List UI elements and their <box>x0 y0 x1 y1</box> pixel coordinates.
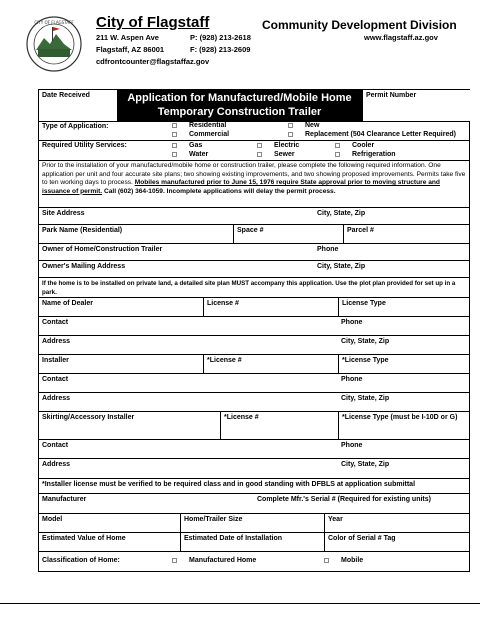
utility-gas-option[interactable]: Gas <box>172 142 202 149</box>
dealer-row <box>39 298 469 317</box>
svg-text:CITY OF FLAGSTAFF: CITY OF FLAGSTAFF <box>34 20 74 25</box>
fax-number: F: (928) 213-2609 <box>190 45 251 54</box>
dealer-name-field[interactable]: Name of Dealer <box>42 300 93 307</box>
installer-contact-row <box>39 374 469 393</box>
checkbox[interactable] <box>172 558 177 563</box>
manufacturer-field[interactable]: Manufacturer <box>42 496 87 503</box>
checkbox[interactable] <box>172 143 177 148</box>
city-name: City of Flagstaff <box>96 14 210 31</box>
skirting-row <box>39 412 469 440</box>
utility-cooler-option[interactable]: Cooler <box>335 142 374 149</box>
skirting-installer-field[interactable]: Skirting/Accessory Installer <box>42 414 135 421</box>
utility-electric-option[interactable]: Electric <box>257 142 299 149</box>
park-name-row <box>39 225 469 244</box>
checkbox[interactable] <box>172 152 177 157</box>
utility-sewer-option[interactable]: Sewer <box>257 151 295 158</box>
application-form <box>38 89 470 572</box>
class-manufactured-home-option[interactable]: Manufactured Home <box>172 557 256 564</box>
dealer-contact-field[interactable]: Contact <box>42 319 69 326</box>
owner-phone-field[interactable]: Phone <box>317 246 339 253</box>
checkbox[interactable] <box>172 132 177 137</box>
class-mobile-option[interactable]: Mobile <box>324 557 363 564</box>
permit-number-field[interactable] <box>362 90 471 121</box>
dealer-contact-row <box>39 317 469 336</box>
dealer-address-row <box>39 336 469 355</box>
date-received-label: Date Received <box>42 92 90 99</box>
installer-contact-field[interactable]: Contact <box>42 376 69 383</box>
type-commercial-option[interactable]: Commercial <box>172 131 229 138</box>
owner-row <box>39 244 469 261</box>
owner-name-field[interactable]: Owner of Home/Construction Trailer <box>42 246 163 253</box>
utility-services-label: Required Utility Services: <box>42 142 127 149</box>
title-row <box>39 90 469 122</box>
website: www.flagstaff.az.gov <box>364 33 438 42</box>
manufacturer-row <box>39 494 469 514</box>
checkbox[interactable] <box>335 152 340 157</box>
instructions-text: Prior to the installation of your manufactured/mobile home or construction trailer, please complete the following required information. One application per unit and four accurate site plans; two showing existing improvements, and two showing proposed improvements. Permits take five to ten working days to process. Mobiles manufactured prior to June 15, 1976 require State approval prior to moving structure and issuance of permit. Call (602) 364-1059. Incomplete applications will delay the permit process. <box>42 162 466 195</box>
address-line-2: Flagstaff, AZ 86001 <box>96 45 165 54</box>
skirting-license-type-field[interactable]: *License Type (must be I-10D or G) <box>338 412 471 439</box>
installation-date-field[interactable]: Estimated Date of Installation <box>180 533 324 551</box>
phone-number: P: (928) 213-2618 <box>190 33 251 42</box>
installer-phone-field[interactable]: Phone <box>341 376 363 383</box>
estimated-value-field[interactable]: Estimated Value of Home <box>42 535 126 542</box>
application-type-row <box>39 122 469 141</box>
skirting-contact-field[interactable]: Contact <box>42 442 69 449</box>
site-address-field[interactable]: Site Address <box>42 210 85 217</box>
form-title-line-1: Application for Manufactured/Mobile Home <box>127 92 352 104</box>
installer-license-note: *Installer license must be verified to be required class and in good standing with DFBLS at application submittal <box>42 481 416 488</box>
installer-license-type-field[interactable]: *License Type <box>338 355 471 373</box>
skirting-address-field[interactable]: Address <box>42 461 71 468</box>
estimated-value-row <box>39 533 469 552</box>
form-title <box>117 90 362 121</box>
site-address-row <box>39 208 469 225</box>
installer-license-field[interactable]: *License # <box>203 355 338 373</box>
skirting-city-state-zip-field[interactable]: City, State, Zip <box>341 461 390 468</box>
utility-water-option[interactable]: Water <box>172 151 208 158</box>
serial-number-field[interactable]: Complete Mfr.'s Serial # (Required for existing units) <box>257 496 431 503</box>
classification-row <box>39 552 469 571</box>
checkbox[interactable] <box>335 143 340 148</box>
model-row <box>39 514 469 533</box>
dealer-license-field[interactable]: License # <box>203 298 338 316</box>
space-number-field[interactable]: Space # <box>233 225 343 243</box>
instructions-row <box>39 161 469 208</box>
private-land-note-row <box>39 278 469 298</box>
installer-address-field[interactable]: Address <box>42 395 71 402</box>
utility-refrigeration-option[interactable]: Refrigeration <box>335 151 396 158</box>
installer-note-row <box>39 479 469 494</box>
owner-city-state-zip-field[interactable]: City, State, Zip <box>317 263 366 270</box>
type-new-option[interactable]: New <box>288 122 319 129</box>
park-name-field[interactable]: Park Name (Residential) <box>42 227 123 234</box>
year-field[interactable]: Year <box>324 514 471 532</box>
installer-row <box>39 355 469 374</box>
skirting-license-field[interactable]: *License # <box>220 412 338 439</box>
address-line-1: 211 W. Aspen Ave <box>96 33 159 42</box>
checkbox[interactable] <box>257 143 262 148</box>
checkbox[interactable] <box>324 558 329 563</box>
type-residential-option[interactable]: Residential <box>172 122 226 129</box>
utility-services-row <box>39 141 469 161</box>
type-replacement-option[interactable]: Replacement (504 Clearance Letter Required) <box>288 131 456 138</box>
home-size-field[interactable]: Home/Trailer Size <box>180 514 324 532</box>
checkbox[interactable] <box>288 132 293 137</box>
serial-tag-color-field[interactable]: Color of Serial # Tag <box>324 533 471 551</box>
email-address: cdfrontcounter@flagstaffaz.gov <box>96 57 210 66</box>
checkbox[interactable] <box>288 123 293 128</box>
owner-mailing-address-field[interactable]: Owner's Mailing Address <box>42 263 126 270</box>
dealer-license-type-field[interactable]: License Type <box>338 298 471 316</box>
checkbox[interactable] <box>172 123 177 128</box>
page-footer-rule <box>0 603 480 604</box>
form-title-line-2: Temporary Construction Trailer <box>157 106 322 118</box>
owner-mailing-row <box>39 261 469 278</box>
skirting-address-row <box>39 459 469 479</box>
skirting-phone-field[interactable]: Phone <box>341 442 363 449</box>
site-city-state-zip-field[interactable]: City, State, Zip <box>317 210 366 217</box>
installer-name-field[interactable]: Installer <box>42 357 69 364</box>
private-land-note: If the home is to be installed on private land, a detailed site plan MUST accompany this application. Use the plot plan provided for set up in a park. <box>42 280 456 296</box>
installer-city-state-zip-field[interactable]: City, State, Zip <box>341 395 390 402</box>
checkbox[interactable] <box>257 152 262 157</box>
parcel-number-field[interactable]: Parcel # <box>343 225 471 243</box>
division-name: Community Development Division <box>262 18 457 32</box>
model-field[interactable]: Model <box>42 516 63 523</box>
dealer-city-state-zip-field[interactable]: City, State, Zip <box>341 338 390 345</box>
city-seal-logo <box>26 16 82 72</box>
application-type-label: Type of Application: <box>42 123 109 130</box>
skirting-contact-row <box>39 440 469 459</box>
installer-address-row <box>39 393 469 412</box>
dealer-phone-field[interactable]: Phone <box>341 319 363 326</box>
permit-number-label: Permit Number <box>366 92 417 99</box>
dealer-address-field[interactable]: Address <box>42 338 71 345</box>
classification-label: Classification of Home: <box>42 557 120 564</box>
